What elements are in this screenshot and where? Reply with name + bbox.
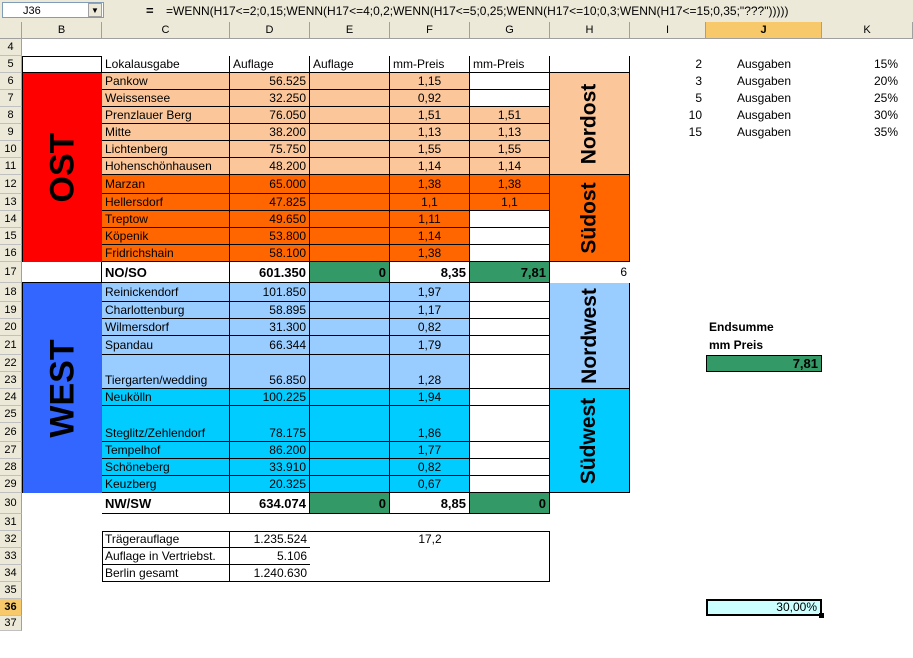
noso-blank[interactable] [22, 262, 102, 283]
mm-preis-value[interactable]: 1,97 [390, 283, 470, 302]
row-header-20[interactable]: 20 [0, 319, 22, 336]
mm-preis-g-value[interactable] [470, 336, 550, 355]
row-header-18[interactable]: 18 [0, 283, 22, 302]
auflage-value[interactable]: 100.225 [230, 389, 310, 406]
region-suedost [550, 175, 630, 262]
auflage-e-value[interactable] [310, 389, 390, 406]
row-header-34[interactable]: 34 [0, 565, 22, 582]
auflage-e-value[interactable] [310, 245, 390, 262]
row-header-11[interactable]: 11 [0, 158, 22, 175]
row-header-17[interactable]: 17 [0, 262, 22, 283]
discount-percent[interactable]: 30% [873, 108, 898, 122]
mm-preis-value[interactable]: 1,79 [390, 336, 470, 355]
lokal-name[interactable]: Steglitz/Zehlendorf [102, 406, 230, 442]
row-header-10[interactable]: 10 [0, 141, 22, 158]
formula-input[interactable]: =WENN(H17<=2;0,15;WENN(H17<=4;0,2;WENN(H17<=5;0,25;WENN(H17<=10;0,3;WENN(H17<=15;0,35;"???"))))) [166, 4, 789, 18]
lokal-name[interactable]: Neukölln [102, 389, 230, 406]
mm-preis-g-value[interactable] [470, 302, 550, 319]
mm-preis-value[interactable]: 0,67 [390, 476, 470, 493]
mm-preis-value[interactable]: 1,15 [390, 73, 470, 90]
mm-preis-g-value[interactable] [470, 319, 550, 336]
mm-preis-value[interactable]: 1,86 [390, 406, 470, 442]
column-header-b[interactable]: B [22, 22, 102, 39]
mm-preis-value[interactable]: 1,17 [390, 302, 470, 319]
lokal-name[interactable]: Treptow [102, 211, 230, 228]
noso-h-count[interactable]: 6 [620, 265, 627, 279]
row-header-22[interactable]: 22 [0, 355, 22, 372]
mm-preis-value[interactable]: 0,82 [390, 459, 470, 476]
region-ost-label: OST [43, 132, 82, 203]
region-suedwest-label: Südwest [577, 397, 601, 484]
row-header-23[interactable]: 23 [0, 372, 22, 389]
row-header-16[interactable]: 16 [0, 245, 22, 262]
auflage-value[interactable]: 75.750 [230, 141, 310, 158]
discount-count[interactable]: 3 [695, 74, 702, 88]
auflage-e-value[interactable] [310, 442, 390, 459]
discount-count[interactable]: 15 [688, 125, 702, 139]
auflage-value[interactable]: 65.000 [230, 175, 310, 194]
header-mm-preis-g[interactable]: mm-Preis [470, 56, 550, 73]
mm-preis-value[interactable]: 0,92 [390, 90, 470, 107]
summary-value[interactable]: 1.235.524 [230, 531, 310, 548]
auflage-value[interactable]: 31.300 [230, 319, 310, 336]
header-auflage-d[interactable]: Auflage [230, 56, 310, 73]
name-box-value: J36 [23, 5, 41, 17]
summary-label[interactable]: Trägerauflage [102, 531, 230, 548]
auflage-e-value[interactable] [310, 211, 390, 228]
mm-preis-g-value[interactable] [470, 355, 550, 389]
row-header-6[interactable]: 6 [0, 73, 22, 90]
discount-label[interactable]: Ausgaben [736, 108, 792, 122]
lokal-name[interactable]: Tempelhof [102, 442, 230, 459]
noso-auflage[interactable]: 601.350 [230, 262, 310, 283]
auflage-e-value[interactable] [310, 194, 390, 211]
lokal-name[interactable]: Marzan [102, 175, 230, 194]
row-header-30[interactable]: 30 [0, 493, 22, 514]
auflage-e-value[interactable] [310, 302, 390, 319]
mm-preis-g-value[interactable] [470, 228, 550, 245]
auflage-value[interactable]: 58.895 [230, 302, 310, 319]
endsumme-label[interactable]: Endsumme [709, 320, 774, 334]
mm-preis-value[interactable]: 1,13 [390, 124, 470, 141]
lokal-name[interactable]: Lichtenberg [102, 141, 230, 158]
auflage-value[interactable]: 53.800 [230, 228, 310, 245]
mm-preis-value[interactable]: 1,38 [390, 175, 470, 194]
discount-percent[interactable]: 35% [873, 125, 898, 139]
row-header-5[interactable]: 5 [0, 56, 22, 73]
discount-count[interactable]: 10 [688, 108, 702, 122]
row-header-7[interactable]: 7 [0, 90, 22, 107]
mm-preis-value[interactable]: 1,94 [390, 389, 470, 406]
row-header-13[interactable]: 13 [0, 194, 22, 211]
auflage-value[interactable]: 48.200 [230, 158, 310, 175]
nwsw-e[interactable]: 0 [310, 493, 390, 514]
mm-preis-g-value[interactable]: 1,14 [470, 158, 550, 175]
discount-label[interactable]: Ausgaben [736, 74, 792, 88]
mm-preis-value[interactable]: 1,77 [390, 442, 470, 459]
row-header-15[interactable]: 15 [0, 228, 22, 245]
mm-preis-g-value[interactable]: 1,55 [470, 141, 550, 158]
column-header-i[interactable]: I [630, 22, 706, 39]
noso-mm[interactable]: 8,35 [390, 262, 470, 283]
auflage-value[interactable]: 58.100 [230, 245, 310, 262]
region-suedost-label: Südost [577, 182, 601, 254]
lokal-name[interactable]: Hohenschönhausen [102, 158, 230, 175]
mm-preis-g-value[interactable] [470, 283, 550, 302]
lokal-name[interactable]: Hellersdorf [102, 194, 230, 211]
selected-cell-j36[interactable]: 30,00% [706, 599, 822, 616]
auflage-value[interactable]: 78.175 [230, 406, 310, 442]
auflage-e-value[interactable] [310, 476, 390, 493]
formula-equals-icon: = [146, 3, 154, 18]
region-nordost [550, 73, 630, 175]
mm-preis-g-value[interactable] [470, 476, 550, 493]
lokal-name[interactable]: Spandau [102, 336, 230, 355]
auflage-e-value[interactable] [310, 406, 390, 442]
lokal-name[interactable]: Mitte [102, 124, 230, 141]
row-header-29[interactable]: 29 [0, 476, 22, 493]
auflage-e-value[interactable] [310, 107, 390, 124]
auflage-e-value[interactable] [310, 175, 390, 194]
mm-preis-g-value[interactable]: 1,1 [470, 194, 550, 211]
summary-value[interactable]: 5.106 [230, 548, 310, 565]
row-header-32[interactable]: 32 [0, 531, 22, 548]
header-auflage-e[interactable]: Auflage [310, 56, 390, 73]
summary-label[interactable]: Auflage in Vertriebst. [102, 548, 230, 565]
column-header-e[interactable]: E [310, 22, 390, 39]
row-header-12[interactable]: 12 [0, 175, 22, 194]
lokal-name[interactable]: Reinickendorf [102, 283, 230, 302]
summary-mm[interactable] [390, 565, 470, 582]
column-header-g[interactable]: G [470, 22, 550, 39]
region-ost [22, 73, 103, 262]
mm-preis-g-value[interactable]: 1,38 [470, 175, 550, 194]
column-header-j[interactable]: J [706, 22, 822, 39]
row-header-28[interactable]: 28 [0, 459, 22, 476]
auflage-value[interactable]: 76.050 [230, 107, 310, 124]
name-box-dropdown-icon[interactable]: ▼ [88, 3, 102, 17]
nwsw-g[interactable]: 0 [470, 493, 550, 514]
summary-mm[interactable] [390, 548, 470, 565]
summary-label[interactable]: Berlin gesamt [102, 565, 230, 582]
nwsw-blank[interactable] [22, 493, 102, 514]
row-header-4[interactable]: 4 [0, 39, 22, 56]
auflage-e-value[interactable] [310, 336, 390, 355]
row-header-27[interactable]: 27 [0, 442, 22, 459]
mm-preis-g-value[interactable] [470, 245, 550, 262]
discount-percent[interactable]: 15% [873, 57, 898, 71]
row-header-31[interactable]: 31 [0, 514, 22, 531]
summary-mm[interactable]: 17,2 [418, 532, 442, 546]
auflage-value[interactable]: 32.250 [230, 90, 310, 107]
auflage-e-value[interactable] [310, 319, 390, 336]
auflage-value[interactable]: 56.850 [230, 355, 310, 389]
mm-preis-value[interactable]: 1,14 [390, 228, 470, 245]
endsumme-value[interactable]: 7,81 [706, 355, 822, 372]
lokal-name[interactable]: Köpenik [102, 228, 230, 245]
noso-e[interactable]: 0 [310, 262, 390, 283]
row-header-9[interactable]: 9 [0, 124, 22, 141]
lokal-name[interactable]: Tiergarten/wedding [102, 355, 230, 389]
mm-preis-value[interactable]: 1,28 [390, 355, 470, 389]
column-header-c[interactable]: C [102, 22, 230, 39]
mm-preis-g-value[interactable]: 1,13 [470, 124, 550, 141]
row-header-33[interactable]: 33 [0, 548, 22, 565]
header-mm-preis-f[interactable]: mm-Preis [390, 56, 470, 73]
region-nordost-label: Nordost [577, 83, 601, 164]
auflage-e-value[interactable] [310, 73, 390, 90]
mm-preis-value[interactable]: 1,51 [390, 107, 470, 124]
mm-preis-value[interactable]: 0,82 [390, 319, 470, 336]
discount-count[interactable]: 5 [695, 91, 702, 105]
noso-g[interactable]: 7,81 [470, 262, 550, 283]
auflage-value[interactable]: 66.344 [230, 336, 310, 355]
auflage-e-value[interactable] [310, 141, 390, 158]
row-header-36[interactable]: 36 [0, 599, 22, 616]
nwsw-auflage[interactable]: 634.074 [230, 493, 310, 514]
discount-label[interactable]: Ausgaben [736, 125, 792, 139]
auflage-value[interactable]: 86.200 [230, 442, 310, 459]
summary-value[interactable]: 1.240.630 [253, 566, 307, 580]
mm-preis-g-value[interactable] [470, 442, 550, 459]
auflage-e-value[interactable] [310, 355, 390, 389]
auflage-e-value[interactable] [310, 459, 390, 476]
lokal-name[interactable]: Pankow [102, 73, 230, 90]
region-nordwest-label: Nordwest [577, 287, 601, 384]
mm-preis-value[interactable]: 1,11 [390, 211, 470, 228]
nwsw-mm[interactable]: 8,85 [390, 493, 470, 514]
discount-percent[interactable]: 25% [873, 91, 898, 105]
nwsw-label[interactable]: NW/SW [102, 493, 230, 514]
auflage-value[interactable]: 56.525 [230, 73, 310, 90]
row-header-21[interactable]: 21 [0, 336, 22, 355]
select-all-corner[interactable] [0, 22, 22, 39]
mm-preis-g-value[interactable] [470, 211, 550, 228]
header-blank[interactable] [22, 56, 102, 73]
lokal-name[interactable]: Charlottenburg [102, 302, 230, 319]
region-suedwest [550, 389, 630, 493]
auflage-value[interactable]: 101.850 [230, 283, 310, 302]
row-header-19[interactable]: 19 [0, 302, 22, 319]
auflage-e-value[interactable] [310, 158, 390, 175]
discount-count[interactable]: 2 [695, 57, 702, 71]
lokal-name[interactable]: Weissensee [102, 90, 230, 107]
mm-preis-g-value[interactable] [470, 90, 550, 107]
region-nordwest [550, 283, 630, 389]
auflage-value[interactable]: 49.650 [230, 211, 310, 228]
region-west [22, 283, 103, 493]
row-header-37[interactable]: 37 [0, 616, 22, 631]
auflage-e-value[interactable] [310, 283, 390, 302]
mm-preis-value[interactable]: 1,55 [390, 141, 470, 158]
row-header-8[interactable]: 8 [0, 107, 22, 124]
lokal-name[interactable]: Fridrichshain [102, 245, 230, 262]
row-header-35[interactable]: 35 [0, 582, 22, 599]
mm-preis-value[interactable]: 1,14 [390, 158, 470, 175]
mm-preis-g-value[interactable] [470, 73, 550, 90]
mm-preis-g-value[interactable] [470, 389, 550, 406]
lokal-name[interactable]: Wilmersdorf [102, 319, 230, 336]
column-header-h[interactable]: H [550, 22, 630, 39]
discount-label[interactable]: Ausgaben [736, 57, 792, 71]
fill-handle[interactable] [819, 613, 824, 618]
auflage-e-value[interactable] [310, 228, 390, 245]
mm-preis-g-value[interactable] [470, 406, 550, 442]
discount-label[interactable]: Ausgaben [736, 91, 792, 105]
auflage-value[interactable]: 33.910 [230, 459, 310, 476]
discount-percent[interactable]: 20% [873, 74, 898, 88]
row-header-24[interactable]: 24 [0, 389, 22, 406]
row-header-14[interactable]: 14 [0, 211, 22, 228]
header-lokalausgabe[interactable]: Lokalausgabe [102, 56, 230, 73]
lokal-name[interactable]: Prenzlauer Berg [102, 107, 230, 124]
row-header-26[interactable]: 26 [0, 423, 22, 442]
auflage-value[interactable]: 20.325 [230, 476, 310, 493]
lokal-name[interactable]: Schöneberg [102, 459, 230, 476]
region-west-label: WEST [43, 338, 82, 438]
column-header-d[interactable]: D [230, 22, 310, 39]
noso-label[interactable]: NO/SO [102, 262, 230, 283]
header-blank-h[interactable] [550, 56, 630, 73]
auflage-value[interactable]: 38.200 [230, 124, 310, 141]
column-header-f[interactable]: F [390, 22, 470, 39]
mm-preis-g-value[interactable] [470, 459, 550, 476]
mm-preis-value[interactable]: 1,1 [390, 194, 470, 211]
mm-preis-g-value[interactable]: 1,51 [470, 107, 550, 124]
lokal-name[interactable]: Keuzberg [102, 476, 230, 493]
column-header-k[interactable]: K [822, 22, 913, 39]
mm-preis-value[interactable]: 1,38 [390, 245, 470, 262]
auflage-value[interactable]: 47.825 [230, 194, 310, 211]
mm-preis-label[interactable]: mm Preis [709, 338, 764, 352]
row-header-25[interactable]: 25 [0, 406, 22, 423]
auflage-e-value[interactable] [310, 124, 390, 141]
formula-bar [0, 0, 913, 23]
auflage-e-value[interactable] [310, 90, 390, 107]
